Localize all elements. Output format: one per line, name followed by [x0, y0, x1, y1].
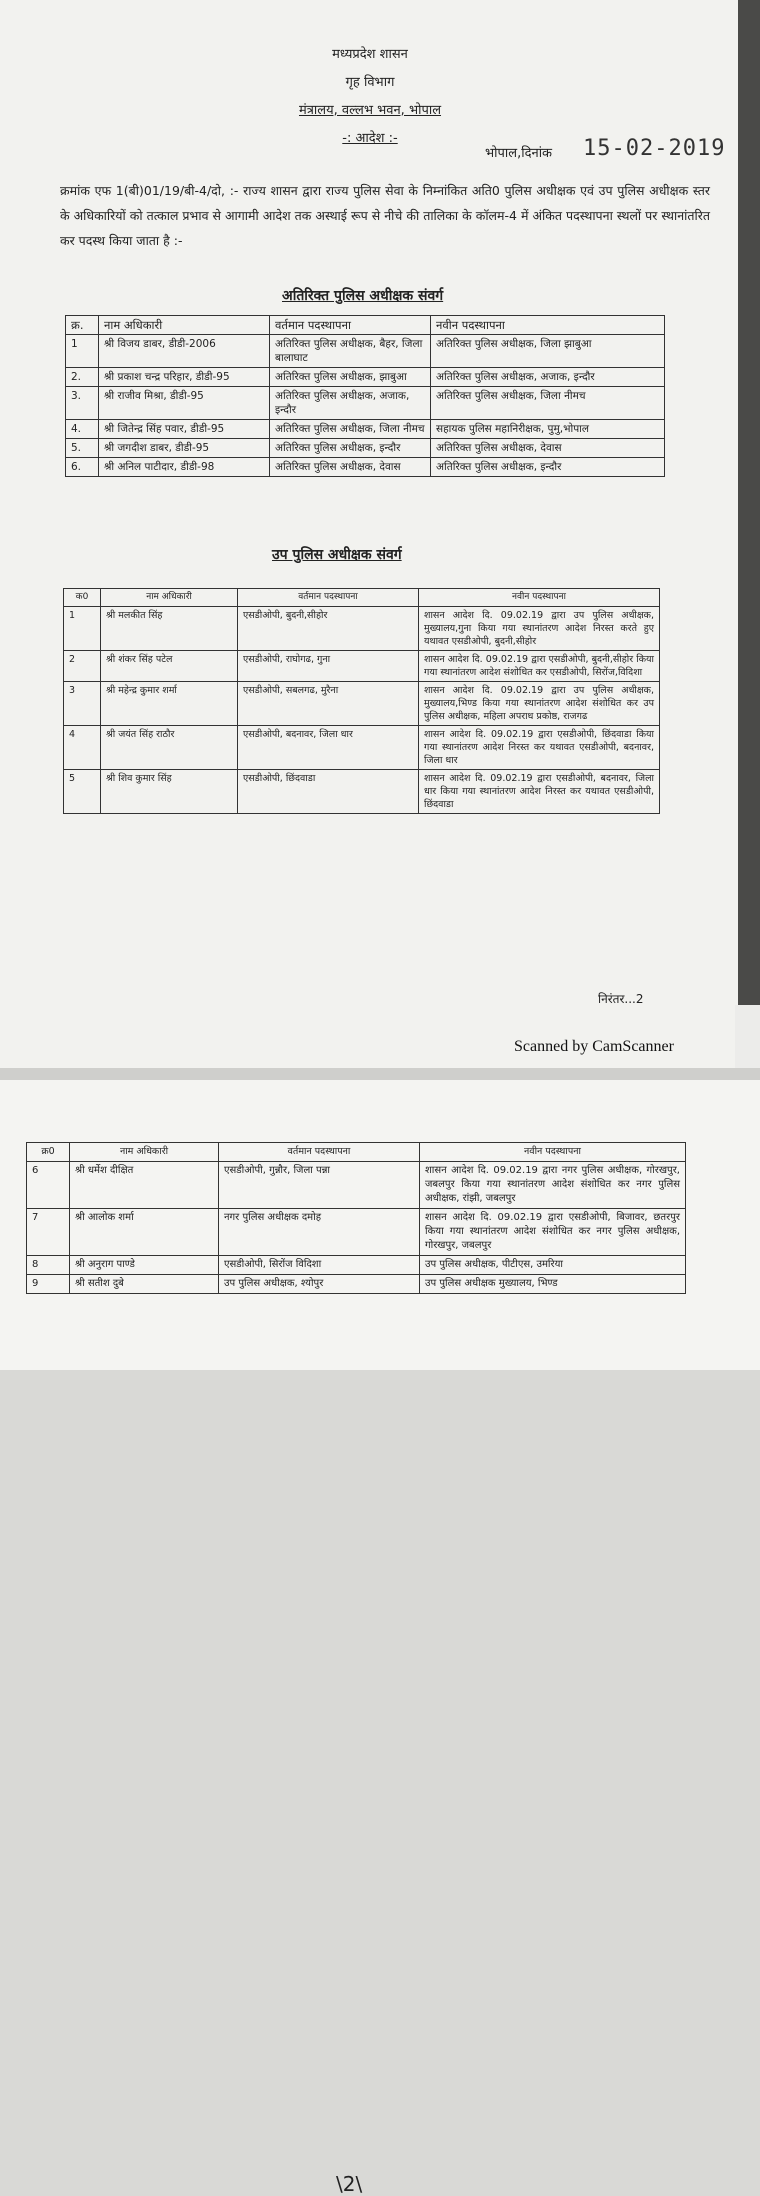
cell-new-posting: उप पुलिस अधीक्षक मुख्यालय, भिण्ड [420, 1275, 686, 1294]
col-header-sno: क्र. [66, 316, 99, 335]
cell-new-posting: शासन आदेश दि. 09.02.19 द्वारा उप पुलिस अधीक्षक, मुख्यालय,गुना किया गया स्थानांतरण आदेश निरस्त करते हुए यथावत एसडीओपी, बुदनी,सीहोर [419, 607, 660, 651]
cell-current-posting: एसडीओपी, सिरोंज विदिशा [219, 1256, 420, 1275]
table-dsp-continued [26, 1142, 686, 1294]
cell-current-posting: अतिरिक्त पुलिस अधीक्षक, अजाक, इन्दौर [270, 387, 431, 420]
cell-officer-name: श्री जगदीश डाबर, डीडी-95 [99, 439, 270, 458]
cell-sno: 4. [66, 420, 99, 439]
cell-new-posting: उप पुलिस अधीक्षक, पीटीएस, उमरिया [420, 1256, 686, 1275]
cell-current-posting: नगर पुलिस अधीक्षक दमोह [219, 1209, 420, 1256]
cell-sno: 5. [66, 439, 99, 458]
cell-officer-name: श्री महेन्द्र कुमार शर्मा [101, 682, 238, 726]
cell-officer-name: श्री अनुराग पाण्डे [70, 1256, 219, 1275]
scanner-watermark: Scanned by CamScanner [514, 1038, 674, 1055]
table-row [66, 458, 665, 477]
cell-sno: 8 [27, 1256, 70, 1275]
cell-current-posting: एसडीओपी, गुन्नौर, जिला पन्ना [219, 1162, 420, 1209]
table-row [66, 387, 665, 420]
cell-sno: 4 [64, 726, 101, 770]
date-label: भोपाल,दिनांक [485, 146, 553, 161]
cell-current-posting: एसडीओपी, राघोगढ, गुना [238, 651, 419, 682]
cell-officer-name: श्री शिव कुमार सिंह [101, 770, 238, 814]
cell-new-posting: अतिरिक्त पुलिस अधीक्षक, अजाक, इन्दौर [431, 368, 665, 387]
cell-current-posting: एसडीओपी, बुदनी,सीहोर [238, 607, 419, 651]
cell-current-posting: अतिरिक्त पुलिस अधीक्षक, झाबुआ [270, 368, 431, 387]
table-row [27, 1209, 686, 1256]
section-title-addl-sp: अतिरिक्त पुलिस अधीक्षक संवर्ग [282, 288, 444, 304]
cell-new-posting: शासन आदेश दि. 09.02.19 द्वारा एसडीओपी, बुदनी,सीहोर किया गया स्थानांतरण आदेश संशोधित कर एसडीओपी, सिरोंज,विदिशा [419, 651, 660, 682]
table-row [64, 682, 660, 726]
page-separator [0, 1068, 760, 1080]
table-row [66, 335, 665, 368]
government-name: मध्यप्रदेश शासन [332, 47, 408, 62]
cell-current-posting: अतिरिक्त पुलिस अधीक्षक, जिला नीमच [270, 420, 431, 439]
cell-sno: 5 [64, 770, 101, 814]
cell-officer-name: श्री राजीव मिश्रा, डीडी-95 [99, 387, 270, 420]
col-header-current-posting: वर्तमान पदस्थापना [270, 316, 431, 335]
department-name: गृह विभाग [345, 75, 395, 90]
table-addl-sp [65, 315, 665, 477]
cell-sno: 1 [64, 607, 101, 651]
continued-note: निरंतर...2 [598, 992, 644, 1006]
col-header-current-posting: वर्तमान पदस्थापना [238, 589, 419, 607]
col-header-name: नाम अधिकारी [70, 1143, 219, 1162]
cell-new-posting: अतिरिक्त पुलिस अधीक्षक, इन्दौर [431, 458, 665, 477]
table-row [27, 1256, 686, 1275]
cell-officer-name: श्री विजय डाबर, डीडी-2006 [99, 335, 270, 368]
date-value: 15-02-2019 [583, 136, 726, 161]
table-row [64, 607, 660, 651]
cell-sno: 3. [66, 387, 99, 420]
cell-new-posting: अतिरिक्त पुलिस अधीक्षक, देवास [431, 439, 665, 458]
ministry-address: मंत्रालय, वल्लभ भवन, भोपाल [298, 103, 442, 118]
cell-new-posting: शासन आदेश दि. 09.02.19 द्वारा एसडीओपी, छिंदवाडा किया गया स्थानांतरण आदेश निरस्त कर यथावत एसडीओपी, बदनावर, जिला धार [419, 726, 660, 770]
cell-officer-name: श्री अनिल पाटीदार, डीडी-98 [99, 458, 270, 477]
table-row [27, 1275, 686, 1294]
cell-sno: 6. [66, 458, 99, 477]
cell-sno: 3 [64, 682, 101, 726]
col-header-name: नाम अधिकारी [101, 589, 238, 607]
table-dsp [63, 588, 660, 814]
document-page-2 [0, 1080, 760, 2196]
cell-sno: 6 [27, 1162, 70, 1209]
table-row [66, 368, 665, 387]
cell-current-posting: उप पुलिस अधीक्षक, श्योपुर [219, 1275, 420, 1294]
col-header-new-posting: नवीन पदस्थापना [431, 316, 665, 335]
cell-new-posting: अतिरिक्त पुलिस अधीक्षक, जिला झाबुआ [431, 335, 665, 368]
page-number: \2\ [336, 2172, 363, 2196]
cell-current-posting: अतिरिक्त पुलिस अधीक्षक, इन्दौर [270, 439, 431, 458]
order-heading: -: आदेश :- [342, 131, 398, 146]
cell-sno: 7 [27, 1209, 70, 1256]
table-row [66, 420, 665, 439]
cell-officer-name: श्री मलकीत सिंह [101, 607, 238, 651]
background-edge-lower [735, 1005, 760, 1068]
cell-current-posting: अतिरिक्त पुलिस अधीक्षक, बैहर, जिला बालाघाट [270, 335, 431, 368]
col-header-sno: क0 [64, 589, 101, 607]
cell-officer-name: श्री शंकर सिंह पटेल [101, 651, 238, 682]
cell-current-posting: एसडीओपी, छिंदवाडा [238, 770, 419, 814]
cell-officer-name: श्री जितेन्द्र सिंह पवार, डीडी-95 [99, 420, 270, 439]
cell-officer-name: श्री धर्मेश दीक्षित [70, 1162, 219, 1209]
cell-new-posting: सहायक पुलिस महानिरीक्षक, पुमु,भोपाल [431, 420, 665, 439]
cell-new-posting: शासन आदेश दि. 09.02.19 द्वारा नगर पुलिस अधीक्षक, गोरखपुर, जबलपुर किया गया स्थानांतरण आदेश संशोधित कर नगर पुलिस अधीक्षक, रांझी, जबलपुर [420, 1162, 686, 1209]
background-edge [738, 0, 760, 1005]
cell-officer-name: श्री सतीश दुबे [70, 1275, 219, 1294]
cell-new-posting: शासन आदेश दि. 09.02.19 द्वारा एसडीओपी, बिजावर, छतरपुर किया गया स्थानांतरण आदेश संशोधित कर नगर पुलिस अधीक्षक, गोरखपुर, जबलपुर [420, 1209, 686, 1256]
section-title-dsp: उप पुलिस अधीक्षक संवर्ग [272, 547, 402, 563]
cell-new-posting: अतिरिक्त पुलिस अधीक्षक, जिला नीमच [431, 387, 665, 420]
order-paragraph: क्रमांक एफ 1(बी)01/19/बी-4/दो, :- राज्य शासन द्वारा राज्य पुलिस सेवा के निम्नांकित अति0 पुलिस अधीक्षक एवं उप पुलिस अधीक्षक स्तर के अधिकारियों को तत्काल प्रभाव से आगामी आदेश तक अस्थाई रूप से नीचे की तालिका के कॉलम-4 में अंकित पदस्थापना स्थलों पर स्थानांतरित कर पदस्थ किया जाता है :- [60, 183, 710, 248]
cell-current-posting: अतिरिक्त पुलिस अधीक्षक, देवास [270, 458, 431, 477]
col-header-current-posting: वर्तमान पदस्थापना [219, 1143, 420, 1162]
table-row [64, 726, 660, 770]
col-header-new-posting: नवीन पदस्थापना [420, 1143, 686, 1162]
cell-sno: 2 [64, 651, 101, 682]
col-header-sno: क्र0 [27, 1143, 70, 1162]
cell-current-posting: एसडीओपी, सबलगढ, मुरैना [238, 682, 419, 726]
col-header-new-posting: नवीन पदस्थापना [419, 589, 660, 607]
cell-new-posting: शासन आदेश दि. 09.02.19 द्वारा उप पुलिस अधीक्षक, मुख्यालय,भिण्ड किया गया स्थानांतरण आदेश संशोधित कर उप पुलिस अधीक्षक, महिला अपराध प्रकोष्ठ, राजगढ [419, 682, 660, 726]
cell-sno: 9 [27, 1275, 70, 1294]
col-header-name: नाम अधिकारी [99, 316, 270, 335]
document-page-1 [0, 0, 740, 1068]
cell-sno: 2. [66, 368, 99, 387]
cell-current-posting: एसडीओपी, बदनावर, जिला धार [238, 726, 419, 770]
cell-new-posting: शासन आदेश दि. 09.02.19 द्वारा एसडीओपी, बदनावर, जिला धार किया गया स्थानांतरण आदेश निरस्त कर यथावत एसडीओपी, छिंदवाडा [419, 770, 660, 814]
table-row [64, 651, 660, 682]
cell-officer-name: श्री आलोक शर्मा [70, 1209, 219, 1256]
cell-officer-name: श्री जयंत सिंह राठौर [101, 726, 238, 770]
cell-officer-name: श्री प्रकाश चन्द्र परिहार, डीडी-95 [99, 368, 270, 387]
table-row [66, 439, 665, 458]
table-row [64, 770, 660, 814]
cell-sno: 1 [66, 335, 99, 368]
table-row [27, 1162, 686, 1209]
ministry-address-wrap [0, 100, 740, 118]
